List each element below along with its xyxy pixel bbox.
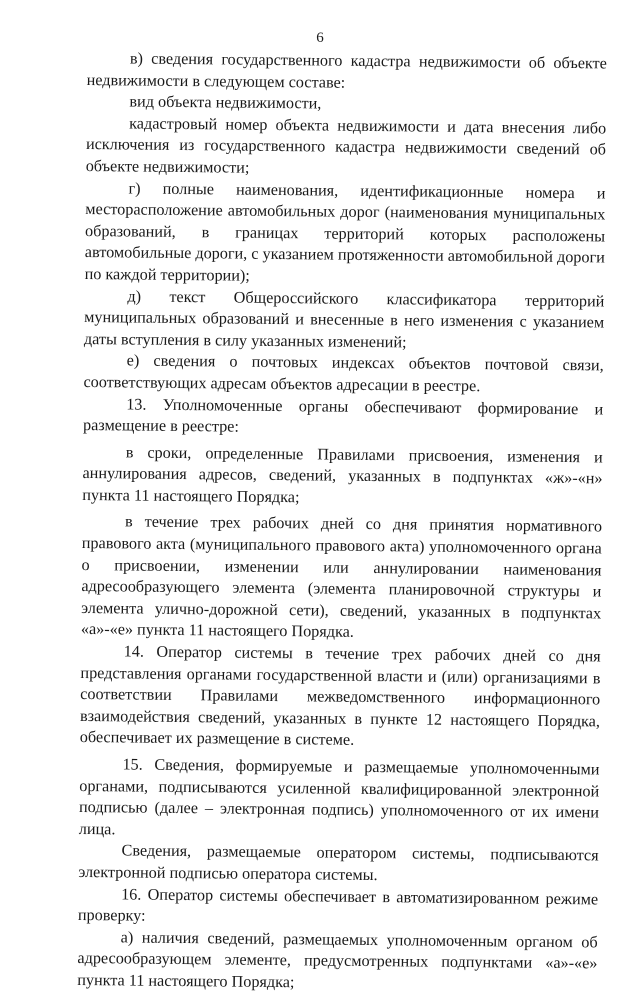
paragraph-16-a: а) наличия сведений, размещаемых уполномоченным органом об адресообразующем элементе, предусмотренных подпунктами «а»-«е» пункта 11 настоящего Порядка; bbox=[77, 928, 598, 992]
paragraph-16: 16. Оператор системы обеспечивает в автоматизированном режиме проверку: bbox=[77, 884, 599, 925]
paragraph-13-three-days: в течение трех рабочих дней со дня принятия нормативного правового акта (муниципального правового акта) уполномоченного органа о присвоении, изменении или аннулировании наименования адресообразующего элемента (элемента планировочной структуры и элемента улично-дорожной сети), сведений, указанных в подпунктах «а»-«е» пункта 11 настоящего Порядка. bbox=[80, 512, 603, 642]
paragraph-15: 15. Сведения, формируемые и размещаемые уполномоченными органами, подписываются усиленной квалифицированной электронной подписью (далее – электронная подпись) уполномоченного от их имени лица. bbox=[78, 755, 600, 839]
paragraph-g-roads: г) полные наименования, идентификационные номера и месторасположение автомобильных дорог (наименования муниципальных образований, в границах территорий которых расположены автомобильные дороги, с указанием протяженности автомобильной дороги по каждой территории); bbox=[84, 179, 606, 285]
paragraph-13: 13. Уполномоченные органы обеспечивают формирование и размещение в реестре: bbox=[82, 394, 604, 436]
paragraph-e-postal-indexes: е) сведения о почтовых индексах объектов почтовой связи, соответствующих адресам объектов адресации в реестре. bbox=[83, 351, 604, 396]
paragraph-v-cadastre: в) сведения государственного кадастра недвижимости об объекте недвижимости в следующем составе: bbox=[86, 49, 607, 92]
document-body bbox=[77, 48, 607, 997]
paragraph-cadastral-number: кадастровый номер объекта недвижимости и дата внесения либо исключения из государственного кадастра недвижимости сведений об объекте недвижимости; bbox=[85, 114, 607, 177]
paragraph-13-deadlines: в сроки, определенные Правилами присвоения, изменения и аннулирования адресов, сведений, указанных в подпунктах «ж»-«н» пункта 11 настоящего Порядка; bbox=[82, 443, 603, 507]
paragraph-14: 14. Оператор системы в течение трех рабочих дней со дня представления органами государственной власти и (или) организациями в соответствии Правилами межведомственного информационного взаимодействия сведений, указанных в пункте 12 настоящего Порядка, обеспечивает их размещение в системе. bbox=[79, 642, 601, 750]
paragraph-d-classifier: д) текст Общероссийского классификатора территорий муниципальных образований и внесенные в него изменения с указанием даты вступления в силу указанных изменений; bbox=[83, 286, 605, 352]
paragraph-object-type: вид объекта недвижимости, bbox=[129, 92, 322, 113]
paragraph-15-operator-signature: Сведения, размещаемые оператором системы, подписываются электронной подписью оператора системы. bbox=[78, 841, 599, 885]
page-number: 6 bbox=[316, 30, 324, 46]
